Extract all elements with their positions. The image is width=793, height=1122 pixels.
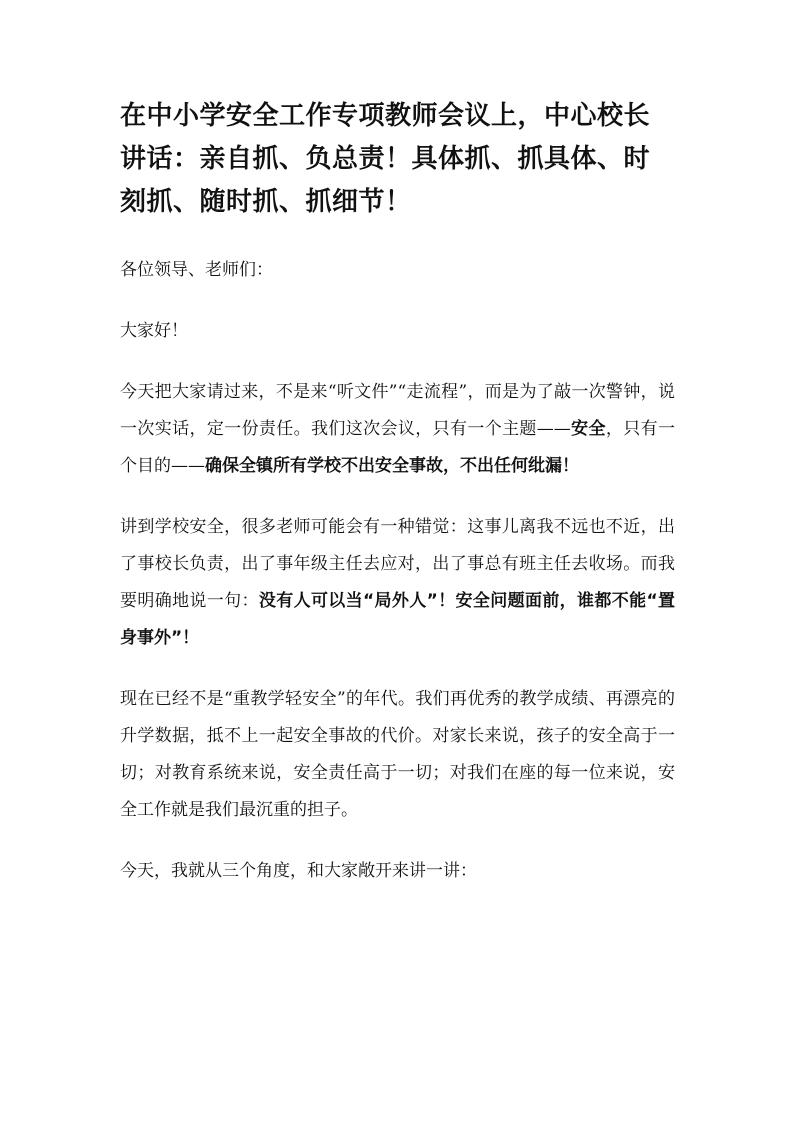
- paragraph-text: 讲到学校安全，很多老师可能会有一种错觉：这事儿离我不远也不近，出了事校长负责，出了事年级主任去应对，出了事总有班主任去收场。而我要明确地说一句：: [120, 517, 675, 611]
- paragraph-purpose: [120, 374, 675, 485]
- paragraph-text: 今天把大家请过来，不是来“听文件”“走流程”，而是为了敲一次警钟，说一次实话，定一份责任。我们这次会议，只有一个主题——: [120, 382, 675, 439]
- document-title: 在中小学安全工作专项教师会议上，中心校长讲话：亲自抓、负总责！具体抓、抓具体、时刻抓、随时抓、抓细节！: [120, 101, 651, 217]
- emphasis-text: 安全: [570, 419, 606, 439]
- greeting-paragraph: 各位领导、老师们：: [120, 260, 273, 280]
- paragraph-responsibility: [120, 509, 675, 657]
- paragraph-text: ，只有一个目的——: [120, 419, 676, 476]
- paragraph-intro: 今天，我就从三个角度，和大家敞开来讲一讲：: [120, 861, 477, 881]
- emphasis-text: 没有人可以当“局外人”！安全问题面前，谁都不能“置身事外”！: [120, 591, 675, 648]
- hello-paragraph: 大家好！: [120, 321, 188, 341]
- paragraph-priority: 现在已经不是“重教学轻安全”的年代。我们再优秀的教学成绩、再漂亮的升学数据，抵不上一起安全事故的代价。对家长来说，孩子的安全高于一切；对教育系统来说，安全责任高于一切；对我们在座的每一位来说，安全工作就是我们最沉重的担子。: [120, 689, 675, 820]
- emphasis-text: 确保全镇所有学校不出安全事故，不出任何纰漏！: [205, 456, 579, 476]
